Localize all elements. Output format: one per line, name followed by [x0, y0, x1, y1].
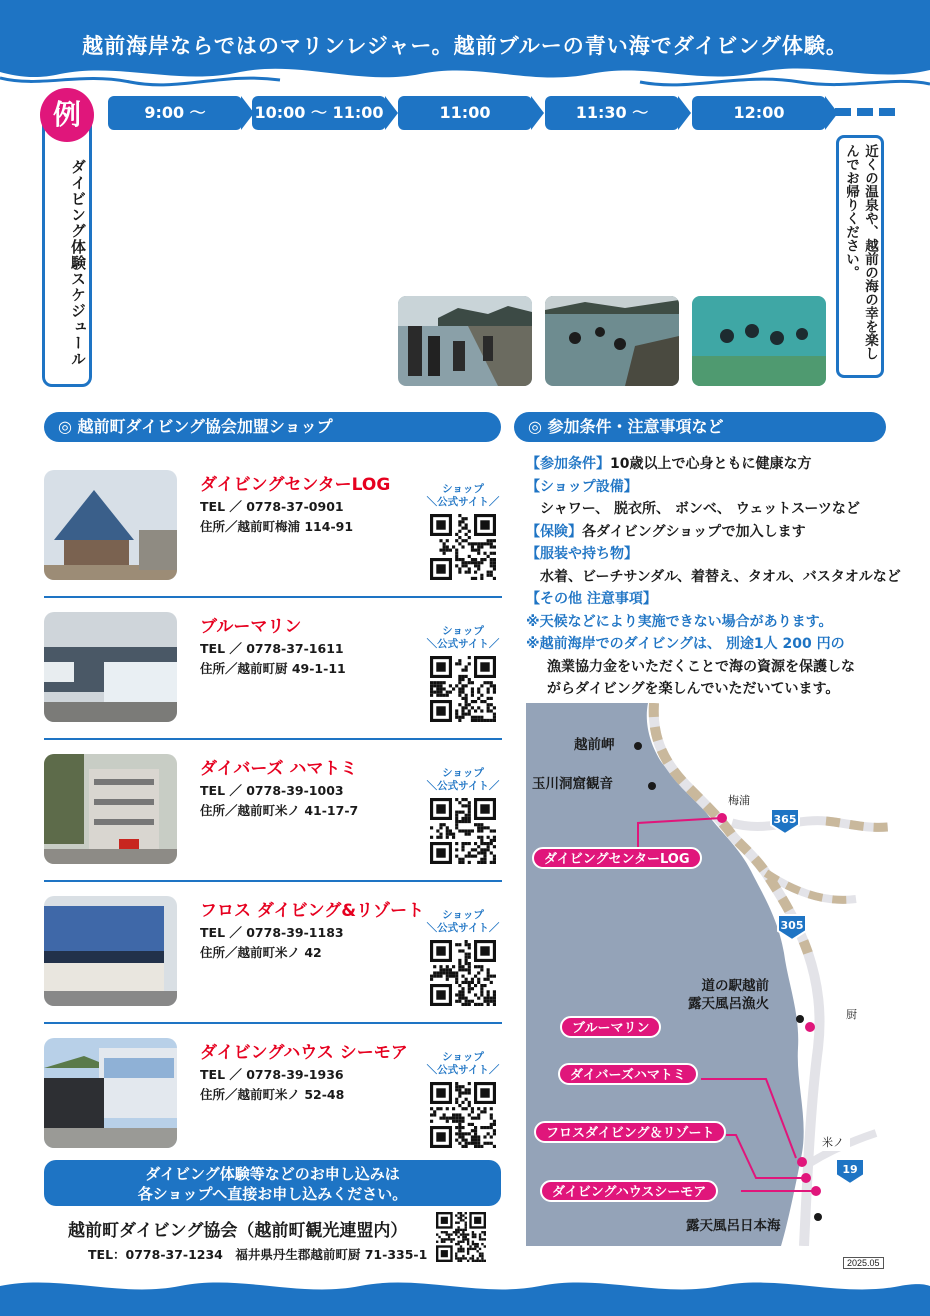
shop-qr-code[interactable]	[430, 1082, 496, 1148]
shop-address: 住所／越前町米ノ 52-48	[200, 1087, 345, 1102]
map-place-kome: 米ノ	[816, 1133, 850, 1151]
step-text: 全ての体験内容が終了です。ぜひ次回からはより本格的にダイビングをお楽しみください。	[692, 118, 826, 278]
shop-tel: TEL ／ 0778-39-1003	[200, 783, 344, 798]
condition-heading: 【保険】	[526, 523, 582, 540]
map-label-michinoeki-1: 道の駅越前	[701, 978, 769, 994]
photo-divers-shore	[398, 296, 532, 386]
qr-label-line1: ショップ	[442, 909, 484, 921]
shop-qr-code[interactable]	[430, 656, 496, 722]
shop-address: 住所／越前町梅浦 114-91	[200, 519, 354, 534]
schedule-side-label-box	[42, 100, 92, 387]
shop-qr-code[interactable]	[430, 798, 496, 864]
organization-qr-code[interactable]	[436, 1212, 486, 1262]
step-text: ダイビングの記録をつけます。楽しい思い出をしっかりと記録しましょう。	[545, 118, 679, 278]
shop-card-hamatomi	[44, 740, 502, 882]
step-time: 11:30 〜	[545, 96, 679, 130]
map-label-kannon: 玉川洞窟観音	[532, 776, 613, 792]
apply-notice-line1: ダイビング体験等などのお申し込みは	[145, 1165, 400, 1183]
condition-line	[526, 611, 906, 634]
shop-card-bluemarine	[44, 598, 502, 740]
condition-line	[526, 476, 906, 499]
shop-address: 住所／越前町米ノ 42	[200, 945, 322, 960]
qr-label	[422, 1051, 504, 1077]
route-365-icon	[769, 807, 801, 835]
step-time: 11:00	[398, 96, 532, 130]
shop-card-floss	[44, 882, 502, 1024]
condition-text: 各ダイビングショップで加入します	[582, 523, 806, 540]
route-305-label: 305	[780, 919, 804, 932]
step-text: 申し込んでいるダイビングショップに集合。体験前にレクチャーを実施します。不安なところがあれば、遠慮なく質問してください。	[108, 118, 242, 383]
issue-date: 2025.05	[843, 1257, 884, 1269]
condition-text: ※越前海岸でのダイビングは、 別途1人 200 円の	[526, 636, 845, 652]
shop-qr-code[interactable]	[430, 514, 496, 580]
map-pin-hamatomi[interactable]: ダイバーズハマトミ	[558, 1063, 698, 1085]
bottom-wave-graphic	[0, 1272, 930, 1316]
shop-name: フロス ダイビング&リゾート	[200, 901, 425, 921]
shop-tel: TEL ／ 0778-37-0901	[200, 499, 344, 514]
organization-contact: TEL：0778-37-1234 福井県丹生郡越前町厨 71-335-1	[88, 1247, 428, 1262]
condition-heading: 【ショップ設備】	[526, 478, 638, 495]
qr-label-line1: ショップ	[442, 1051, 484, 1063]
map-pin-log[interactable]: ダイビングセンターLOG	[532, 847, 702, 869]
photo-divers-beach	[545, 296, 679, 386]
condition-heading: 【その他 注意事項】	[526, 591, 657, 607]
schedule-side-label: ダイビング体験スケジュール	[69, 159, 87, 367]
qr-label-line2: ＼公式サイト／	[426, 780, 500, 792]
shop-address: 住所／越前町米ノ 41-17-7	[200, 803, 359, 818]
top-banner	[0, 0, 930, 95]
map-pin-bluemarine[interactable]: ブルーマリン	[560, 1016, 661, 1038]
condition-heading: 【服装や持ち物】	[526, 546, 638, 562]
step-time: 12:00	[692, 96, 826, 130]
map-label-michinoeki	[688, 977, 769, 1013]
condition-text: ※天候などにより実施できない場合があります。	[526, 613, 833, 630]
condition-line	[526, 543, 906, 566]
step-text: まずは足の着く浅いところから簡単な練習をし、徐々に深いところへと移動します。インストラクターが常に一緒にいますので、安心して体験できます。	[252, 118, 386, 383]
schedule-end-dashes	[835, 108, 897, 116]
apply-notice-box	[44, 1160, 501, 1206]
area-map	[526, 703, 888, 1246]
map-place-kuriya: 厨	[840, 1005, 863, 1023]
page-title: 越前海岸ならではのマリンレジャー。越前ブルーの青い海でダイビング体験。	[82, 34, 848, 58]
condition-line	[526, 633, 906, 656]
shop-photo	[44, 470, 177, 580]
apply-notice-line2: 各ショップへ直接お申し込みください。	[137, 1185, 408, 1203]
condition-line	[526, 566, 906, 589]
shop-card-seamore	[44, 1024, 502, 1154]
qr-label-line1: ショップ	[442, 767, 484, 779]
step-time: 9:00 〜	[108, 96, 242, 130]
route-305-icon	[776, 913, 808, 941]
qr-label-line1: ショップ	[442, 625, 484, 637]
condition-line	[526, 656, 906, 679]
shops-section-header: ◎ 越前町ダイビング協会加盟ショップ	[44, 412, 501, 442]
qr-label	[422, 625, 504, 651]
condition-text: 漁業協力金をいただくことで海の資源を保護しな	[547, 658, 855, 675]
example-badge: 例	[40, 88, 94, 142]
qr-label-line1: ショップ	[442, 483, 484, 495]
schedule-closing-text: 近くの温泉や、越前の海の幸を楽しんでお帰りください。	[843, 144, 878, 360]
qr-label	[422, 483, 504, 509]
step-text: 体験ダイビング終了です。シャワーを浴びて着替えましょう。	[398, 118, 532, 278]
qr-label	[422, 767, 504, 793]
condition-line	[526, 588, 906, 611]
qr-label-line2: ＼公式サイト／	[426, 1064, 500, 1076]
shop-tel: TEL ／ 0778-39-1936	[200, 1067, 344, 1082]
shop-name: ブルーマリン	[200, 617, 302, 637]
condition-text: シャワー、 脱衣所、 ボンベ、 ウェットスーツなど	[540, 501, 860, 517]
shop-photo	[44, 754, 177, 864]
route-365-label: 365	[773, 813, 797, 826]
schedule-closing-box	[836, 135, 884, 378]
map-pin-seamore[interactable]: ダイビングハウスシーモア	[540, 1180, 718, 1202]
shop-tel: TEL ／ 0778-39-1183	[200, 925, 344, 940]
map-label-michinoeki-2: 露天風呂漁火	[688, 996, 769, 1012]
qr-label	[422, 909, 504, 935]
condition-line	[526, 521, 906, 544]
organization-name: 越前町ダイビング協会（越前町観光連盟内）	[68, 1221, 408, 1241]
map-pin-floss[interactable]: フロスダイビング＆リゾート	[534, 1121, 726, 1143]
condition-text: 水着、ビーチサンダル、着替え、タオル、バスタオルなど	[540, 568, 901, 585]
shop-photo	[44, 612, 177, 722]
qr-label-line2: ＼公式サイト／	[426, 496, 500, 508]
shop-name: ダイバーズ ハマトミ	[200, 759, 358, 779]
route-19-icon	[834, 1157, 866, 1185]
condition-line	[526, 498, 906, 521]
shop-photo	[44, 896, 177, 1006]
shop-address: 住所／越前町厨 49-1-11	[200, 661, 346, 676]
qr-label-line2: ＼公式サイト／	[426, 922, 500, 934]
map-place-umeura: 梅浦	[722, 791, 756, 809]
conditions-list	[526, 453, 906, 701]
shop-name: ダイビングセンターLOG	[200, 475, 391, 495]
condition-text: がらダイビングを楽しんでいただいています。	[547, 681, 840, 697]
conditions-section-header: ◎ 参加条件・注意事項など	[514, 412, 886, 442]
step-time: 10:00 〜 11:00	[252, 96, 386, 130]
shop-qr-code[interactable]	[430, 940, 496, 1006]
condition-line	[526, 453, 906, 476]
shop-card-log	[44, 456, 502, 598]
photo-divers-underwater	[692, 296, 826, 386]
map-label-nihonkai: 露天風呂日本海	[686, 1218, 781, 1234]
condition-line	[526, 678, 906, 701]
map-label-cape: 越前岬	[574, 737, 615, 753]
shop-tel: TEL ／ 0778-37-1611	[200, 641, 344, 656]
shop-photo	[44, 1038, 177, 1148]
shop-name: ダイビングハウス シーモア	[200, 1043, 408, 1063]
condition-heading: 【参加条件】	[526, 456, 610, 472]
qr-label-line2: ＼公式サイト／	[426, 638, 500, 650]
route-19-label: 19	[842, 1163, 858, 1176]
condition-text: 10歳以上で心身ともに健康な方	[610, 456, 812, 472]
